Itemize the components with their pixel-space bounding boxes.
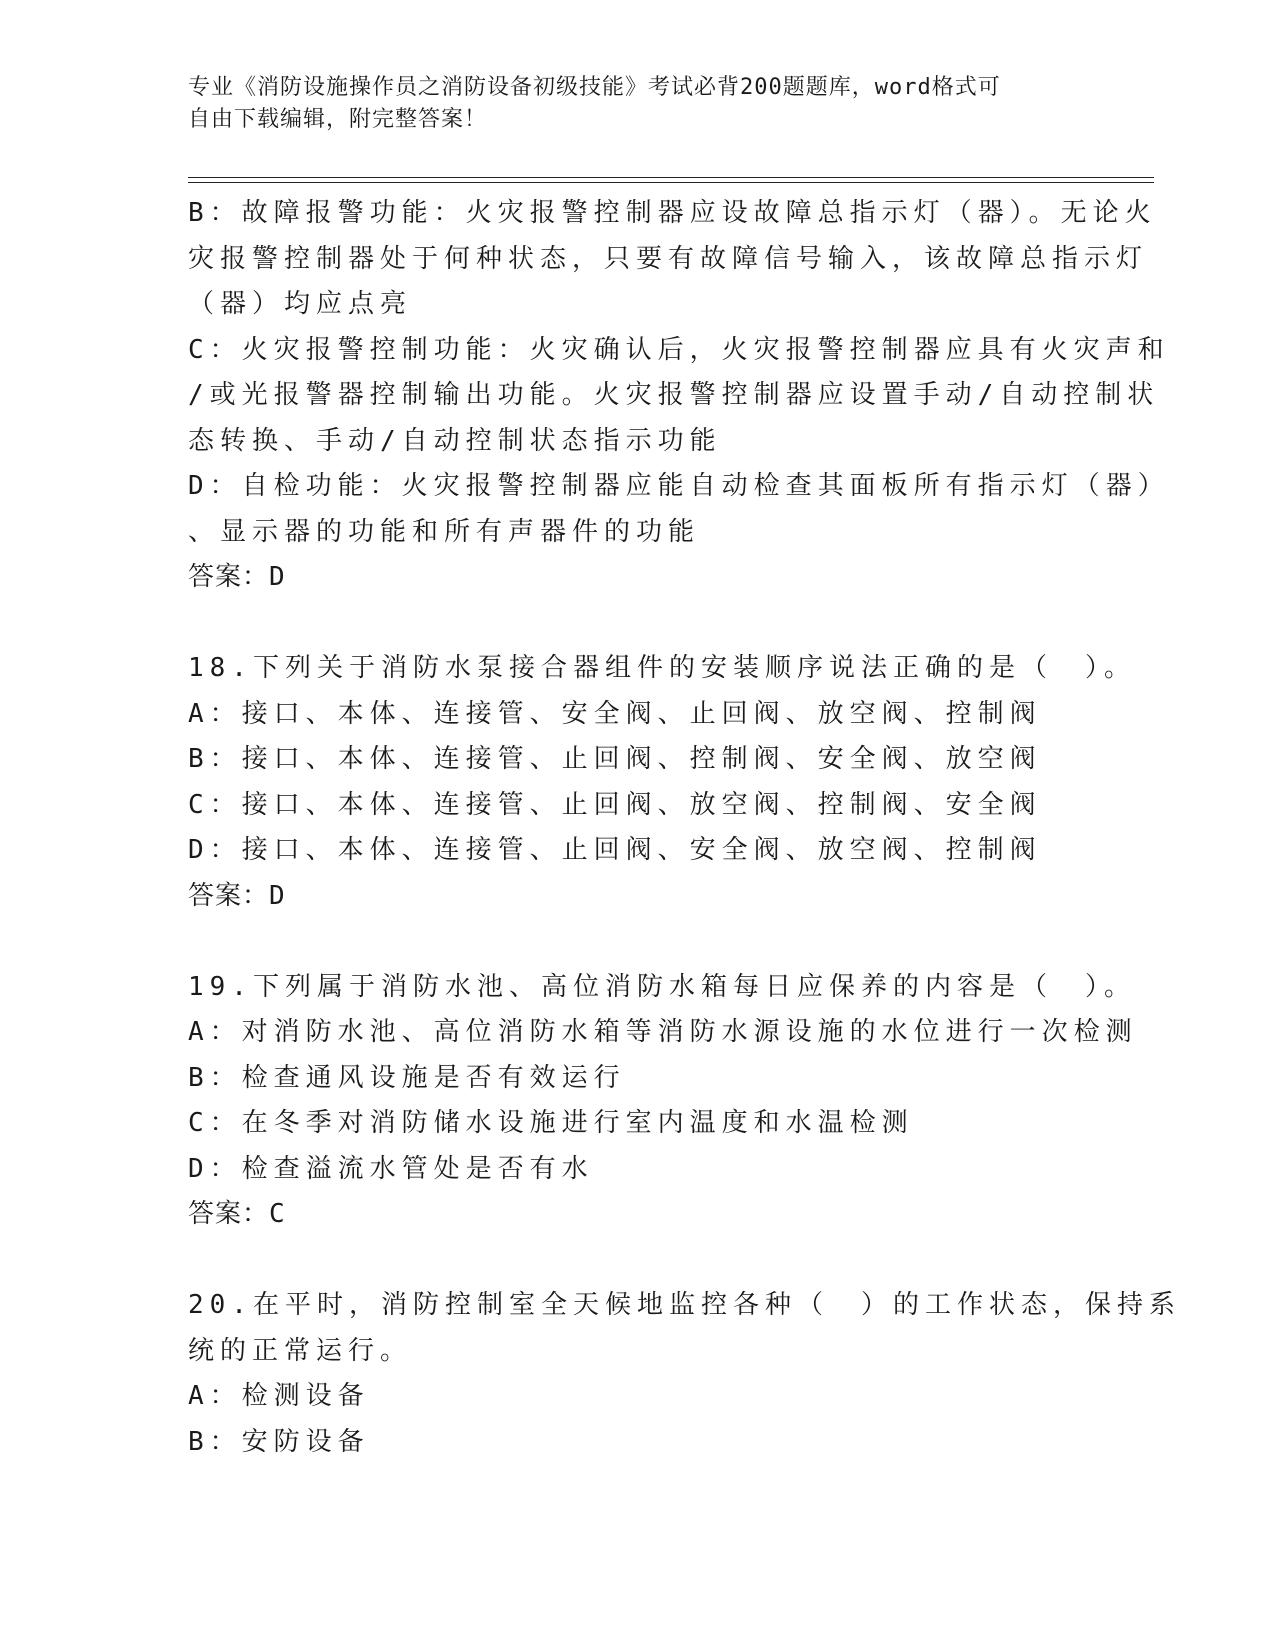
- option-b-line-1: B：故障报警功能：火灾报警控制器应设故障总指示灯（器）。无论火: [188, 198, 1157, 228]
- option-d-line-2: 、显示器的功能和所有声器件的功能: [188, 516, 701, 547]
- option-d: D：接口、本体、连接管、止回阀、安全阀、放空阀、控制阀: [188, 835, 1042, 865]
- question-20: [188, 1283, 1181, 1465]
- option-a: A：对消防水池、高位消防水箱等消防水源设施的水位进行一次检测: [188, 1017, 1138, 1047]
- option-b-line-3: （器）均应点亮: [188, 289, 413, 319]
- question-19: [188, 965, 1138, 1238]
- option-b-line-2: 灾报警控制器处于何种状态，只要有故障信号输入，该故障总指示灯: [188, 243, 1149, 274]
- option-a: A：检测设备: [188, 1381, 370, 1411]
- header-line-2: 自由下载编辑，附完整答案！: [188, 107, 488, 132]
- option-d: D：检查溢流水管处是否有水: [188, 1153, 594, 1184]
- option-d-line-1: D：自检功能：火灾报警控制器应能自动检查其面板所有指示灯（器）: [188, 471, 1170, 501]
- header-line-1: 专业《消防设施操作员之消防设备初级技能》考试必背200题题库，word格式可: [188, 75, 1001, 100]
- header-rule-bottom: [188, 182, 1154, 183]
- option-c: C：在冬季对消防储水设施进行室内温度和水温检测: [188, 1108, 914, 1138]
- option-c-line-1: C：火灾报警控制功能：火灾确认后，火灾报警控制器应具有火灾声和: [188, 334, 1170, 365]
- question-stem: 19.下列属于消防水池、高位消防水箱每日应保养的内容是（ ）。: [188, 971, 1136, 1002]
- option-b: B：接口、本体、连接管、止回阀、控制阀、安全阀、放空阀: [188, 744, 1042, 774]
- question-stem-line-2: 统的正常运行。: [188, 1335, 413, 1366]
- option-a: A：接口、本体、连接管、安全阀、止回阀、放空阀、控制阀: [188, 698, 1042, 729]
- question-stem-line-1: 20.在平时，消防控制室全天候地监控各种（ ）的工作状态，保持系: [188, 1290, 1181, 1320]
- document-header: [188, 72, 1068, 136]
- document-body: [188, 191, 1181, 1465]
- question-18: [188, 646, 1136, 919]
- spacer: [188, 601, 1088, 647]
- option-b: B：安防设备: [188, 1426, 370, 1457]
- question-17-continued: [188, 191, 1170, 601]
- header-rule-top: [188, 177, 1154, 178]
- answer: 答案：C: [188, 1199, 286, 1229]
- answer: 答案：D: [188, 880, 286, 911]
- spacer: [188, 1238, 1088, 1284]
- option-b: B：检查通风设施是否有效运行: [188, 1062, 626, 1093]
- option-c-line-2: /或光报警器控制输出功能。火灾报警控制器应设置手动/自动控制状: [188, 380, 1160, 410]
- spacer: [188, 919, 1088, 965]
- question-stem: 18.下列关于消防水泵接合器组件的安装顺序说法正确的是（ ）。: [188, 653, 1136, 683]
- option-c-line-3: 态转换、手动/自动控制状态指示功能: [188, 425, 722, 456]
- answer: 答案：D: [188, 562, 286, 592]
- option-c: C：接口、本体、连接管、止回阀、放空阀、控制阀、安全阀: [188, 789, 1042, 820]
